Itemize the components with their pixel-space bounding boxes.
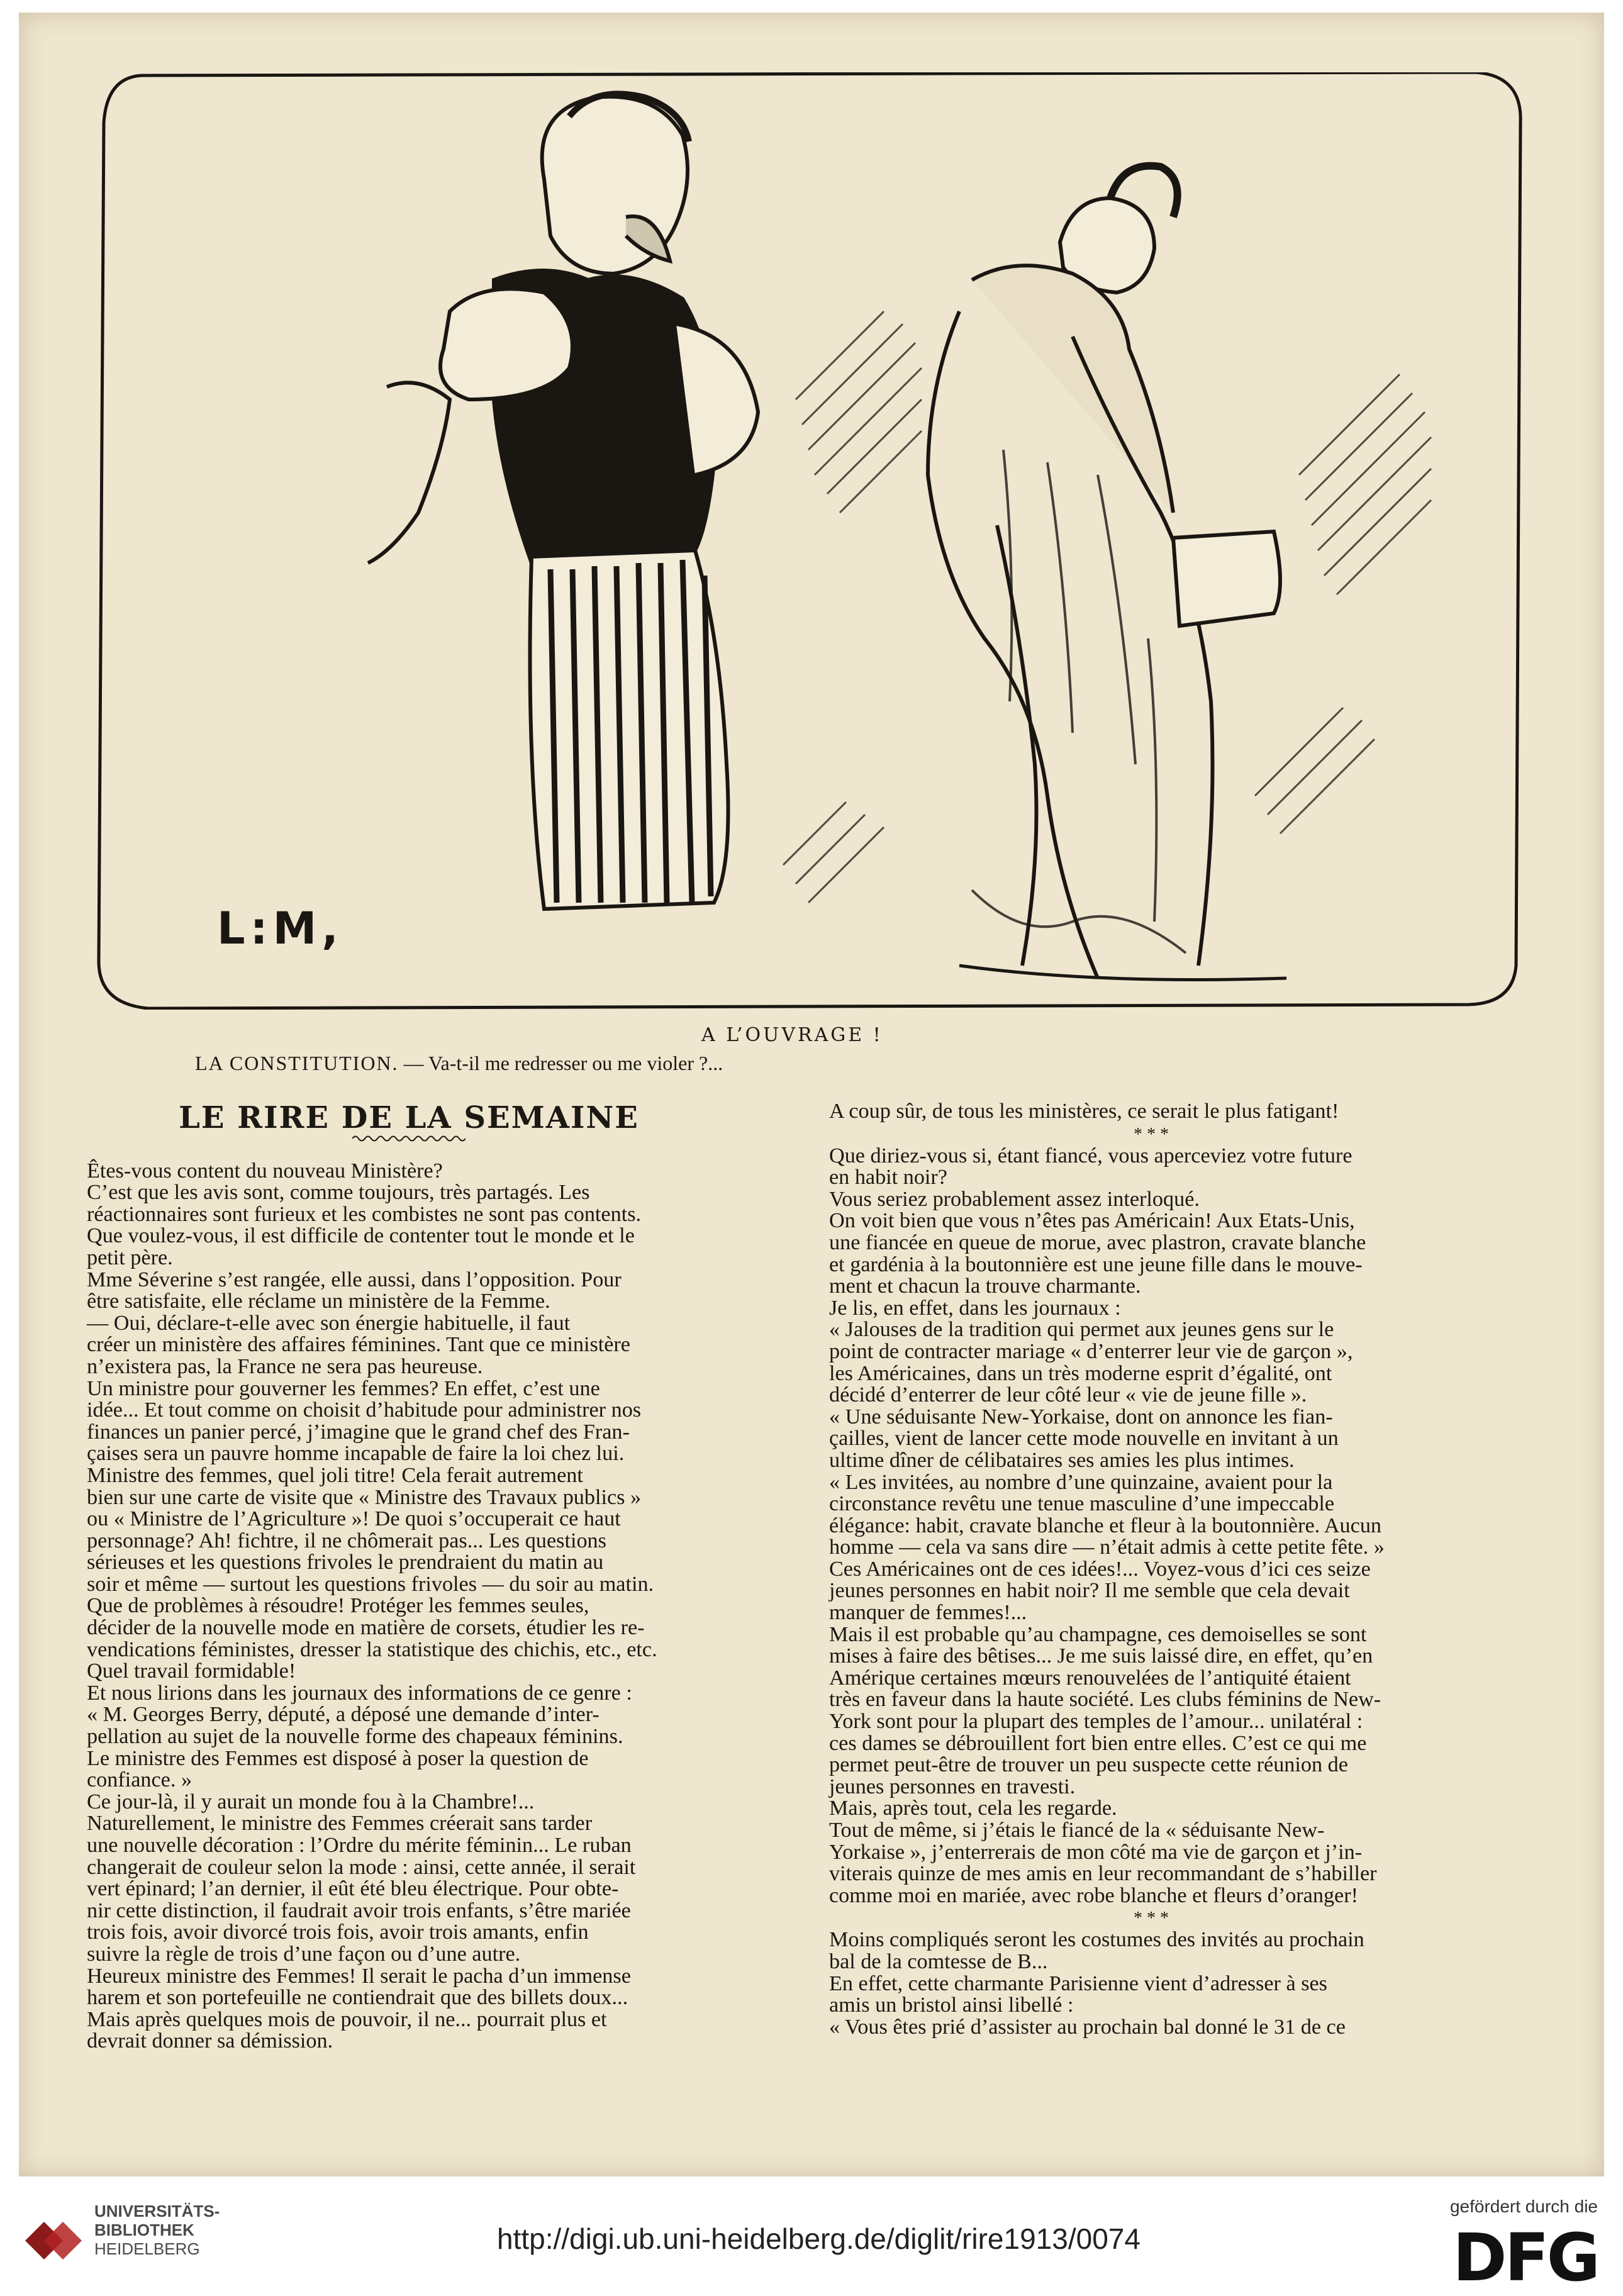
text-line: circonstance revêtu une tenue masculine d’une impeccable <box>829 1492 1335 1516</box>
text-line: comme moi en mariée, avec robe blanche et fleurs d’oranger! <box>829 1883 1358 1907</box>
text-line: Un ministre pour gouverner les femmes? En effet, c’est une <box>87 1376 600 1400</box>
text-line: devrait donner sa démission. <box>87 2029 333 2053</box>
text-line: çaises sera un pauvre homme incapable de faire la loi chez lui. <box>87 1442 625 1466</box>
paragraph <box>805 1210 1497 1297</box>
text-line: soir et même — surtout les questions frivoles — du soir au matin. <box>87 1572 654 1596</box>
text-line: Tout de même, si j’étais le fiancé de la « séduisante New- <box>829 1819 1325 1842</box>
text-line: petit père. <box>87 1246 173 1269</box>
text-line: Je lis, en effet, dans les journaux : <box>829 1296 1121 1320</box>
text-line: On voit bien que vous n’êtes pas Américain! Aux Etats-Unis, <box>829 1209 1355 1233</box>
cartoon-caption-title: A L’OUVRAGE ! <box>701 1024 883 1046</box>
text-line: finances un panier percé, j’imagine que le grand chef des Fran- <box>87 1420 630 1444</box>
library-name-line1: UNIVERSITÄTS- <box>94 2202 220 2221</box>
dfg-logo: DFG <box>1453 2219 1598 2296</box>
text-line: Heureux ministre des Femmes! Il serait le pacha d’un immense <box>87 1964 631 1988</box>
caption-speaker: LA CONSTITUTION. <box>195 1052 399 1074</box>
paragraph <box>63 1465 755 1596</box>
text-line: décidé d’enterrer de leur côté leur « vie de jeune fille ». <box>829 1383 1307 1407</box>
text-line: en habit noir? <box>829 1166 947 1190</box>
text-line: Yorkaise », j’enterrerais de mon côté ma vie de garçon et j’in- <box>829 1840 1363 1864</box>
paragraph <box>63 1683 755 1705</box>
digitization-footer <box>0 2176 1623 2296</box>
text-line: viterais quinze de mes amis en leur recommandant de s’habiller <box>829 1862 1377 1886</box>
cartoon-frame <box>99 72 1520 1008</box>
paragraph <box>63 1813 755 1965</box>
right-column-block-1 <box>805 1101 1497 1123</box>
text-line: trois fois, avoir divorcé trois fois, avoir trois amants, enfin <box>87 1920 589 1944</box>
text-line: Le ministre des Femmes est disposé à poser la question de <box>87 1746 589 1770</box>
text-line: suivre la règle de trois d’une façon ou d’une autre. <box>87 1942 521 1966</box>
text-line: vert épinard; l’an dernier, il eût été bleu électrique. Pour obte- <box>87 1877 619 1901</box>
text-line: bal de la comtesse de B... <box>829 1949 1048 1973</box>
paragraph <box>805 1820 1497 1907</box>
text-line: sérieuses et les questions frivoles le prendraient du matin au <box>87 1551 604 1574</box>
left-column-body <box>63 1161 755 2053</box>
text-line: Ce jour-là, il y aurait un monde fou à la Chambre!... <box>87 1790 535 1814</box>
text-line: une fiancée en queue de morue, avec plastron, cravate blanche <box>829 1230 1366 1254</box>
text-line: Amérique certaines mœurs renouvelées de l’antiquité étaient <box>829 1666 1351 1690</box>
text-line: personnage? Ah! fichtre, il ne chômerait pas... Les questions <box>87 1529 606 1552</box>
text-line: être satisfaite, elle réclame un ministère de la Femme. <box>87 1290 550 1313</box>
text-line: ultime dîner de célibataires ses amies les plus intimes. <box>829 1448 1295 1472</box>
text-line: manquer de femmes!... <box>829 1601 1027 1625</box>
text-line: En effet, cette charmante Parisienne vient d’adresser à ses <box>829 1971 1327 1995</box>
drapery-lines <box>972 450 1186 953</box>
text-line: et gardénia à la boutonnière est une jeune fille dans le mouve- <box>829 1252 1363 1276</box>
artist-signature: L:M, <box>217 903 343 954</box>
text-line: point de contracter mariage « d’enterrer leur vie de garçon », <box>829 1339 1353 1363</box>
text-line: Êtes-vous content du nouveau Ministère? <box>87 1159 443 1183</box>
text-line: une nouvelle décoration : l’Ordre du mérite féminin... Le ruban <box>87 1834 632 1857</box>
article-heading: LE RIRE DE LA SEMAINE <box>179 1100 639 1135</box>
text-line: « Jalouses de la tradition qui permet aux jeunes gens sur le <box>829 1318 1334 1342</box>
text-line: Quel travail formidable! <box>87 1659 296 1683</box>
text-line: « M. Georges Berry, député, a déposé une demande d’inter- <box>87 1703 600 1727</box>
text-line: Que voulez-vous, il est difficile de contenter tout le monde et le <box>87 1224 635 1248</box>
paragraph <box>805 1319 1497 1406</box>
paragraph <box>805 1472 1497 1559</box>
right-column-block-3 <box>805 1929 1497 2038</box>
text-line: « Les invitées, au nombre d’une quinzaine, avaient pour la <box>829 1470 1333 1494</box>
text-line: jeunes personnes en habit noir? Il me semble que cela devait <box>829 1579 1350 1603</box>
text-line: pellation au sujet de la nouvelle forme des chapeaux féminins. <box>87 1725 623 1749</box>
text-line: Moins compliqués seront les costumes des invités au prochain <box>829 1928 1364 1952</box>
paragraph <box>805 1101 1497 1123</box>
text-line: A coup sûr, de tous les ministères, ce serait le plus fatigant! <box>829 1100 1339 1123</box>
paragraph <box>63 1595 755 1682</box>
text-line: Que de problèmes à résoudre! Protéger les femmes seules, <box>87 1594 589 1618</box>
scanned-page <box>19 13 1604 2176</box>
text-line: Mme Séverine s’est rangée, elle aussi, dans l’opposition. Pour <box>87 1268 622 1291</box>
paragraph <box>63 1792 755 1814</box>
text-line: C’est que les avis sont, comme toujours, très partagés. Les <box>87 1181 590 1205</box>
library-name-line2: BIBLIOTHEK <box>94 2221 194 2239</box>
text-line: Mais il est probable qu’au champagne, ces demoiselles se sont <box>829 1622 1367 1646</box>
section-separator: * * * <box>1134 1124 1169 1144</box>
text-line: les Américaines, dans un très moderne esprit d’égalité, ont <box>829 1361 1332 1385</box>
text-line: « Une séduisante New-Yorkaise, dont on annonce les fian- <box>829 1405 1333 1429</box>
paragraph <box>805 2017 1497 2039</box>
paragraph <box>805 1145 1497 1189</box>
text-line: harem et son portefeuille ne contiendrait que des billets doux... <box>87 1986 628 2010</box>
text-line: Mais, après tout, cela les regarde. <box>829 1797 1117 1820</box>
text-line: n’existera pas, la France ne sera pas heureuse. <box>87 1354 483 1378</box>
text-line: Et nous lirions dans les journaux des informations de ce genre : <box>87 1681 632 1705</box>
cartoon-caption <box>195 1052 1013 1075</box>
text-line: créer un ministère des affaires féminines. Tant que ce ministère <box>87 1333 630 1357</box>
article-column-right <box>805 1101 1497 2038</box>
paragraph <box>805 1298 1497 1320</box>
text-line: Vous seriez probablement assez interloqué. <box>829 1187 1200 1211</box>
library-name <box>94 2202 220 2258</box>
paragraph <box>63 1313 755 1378</box>
text-line: décider de la nouvelle mode en matière de corsets, étudier les re- <box>87 1616 645 1640</box>
woman-figure <box>928 166 1280 978</box>
paragraph <box>63 1161 755 1183</box>
paragraph <box>805 1973 1497 2017</box>
text-line: jeunes personnes en travesti. <box>829 1775 1076 1798</box>
text-line: élégance: habit, cravate blanche et fleur à la boutonnière. Aucun <box>829 1513 1382 1537</box>
text-line: Naturellement, le ministre des Femmes créerait sans tarder <box>87 1812 593 1836</box>
paragraph <box>805 1559 1497 1624</box>
man-figure <box>368 94 758 909</box>
paragraph <box>63 1269 755 1313</box>
text-line: Que diriez-vous si, étant fiancé, vous aperceviez votre future <box>829 1144 1352 1168</box>
paragraph <box>805 1624 1497 1798</box>
paragraph <box>63 1378 755 1465</box>
text-line: nir cette distinction, il faudrait avoir trois enfants, s’être mariée <box>87 1898 631 1922</box>
text-line: homme — cela va sans dire — n’était admis à cette petite fête. » <box>829 1535 1385 1559</box>
text-line: ou « Ministre de l’Agriculture »! De quoi s’occuperait ce haut <box>87 1507 621 1531</box>
paragraph <box>805 1798 1497 1820</box>
paragraph <box>63 1966 755 2053</box>
caption-speech: — Va-t-il me redresser ou me violer ?... <box>403 1052 723 1074</box>
text-line: réactionnaires sont furieux et les combistes ne sont pas contents. <box>87 1202 642 1226</box>
text-line: vendications féministes, dresser la statistique des chichis, etc., etc. <box>87 1637 657 1661</box>
text-line: très en faveur dans la haute société. Les clubs féminins de New- <box>829 1688 1381 1712</box>
text-line: confiance. » <box>87 1768 192 1792</box>
section-separator: * * * <box>1134 1909 1169 1929</box>
right-column-block-2 <box>805 1145 1497 1907</box>
funding-note: gefördert durch die <box>1449 2197 1598 2216</box>
text-line: changerait de couleur selon la mode : ainsi, cette année, il serait <box>87 1855 636 1879</box>
text-line: York sont pour la plupart des temples de l’amour... unilatéral : <box>829 1710 1363 1734</box>
paragraph <box>63 1704 755 1791</box>
cartoon-illustration <box>91 72 1525 1010</box>
text-line: Ces Américaines ont de ces idées!... Voyez-vous d’ici ces seize <box>829 1557 1371 1581</box>
text-line: bien sur une carte de visite que « Ministre des Travaux publics » <box>87 1485 642 1509</box>
library-logo-icon <box>19 2203 88 2272</box>
text-line: — Oui, déclare-t-elle avec son énergie habituelle, il faut <box>87 1311 571 1335</box>
text-line: mises à faire des bêtises... Je me suis laissé dire, en effet, qu’en <box>829 1644 1373 1668</box>
article-column-left <box>63 1101 755 2053</box>
paragraph <box>805 1407 1497 1472</box>
paragraph <box>805 1189 1497 1211</box>
library-name-line3: HEIDELBERG <box>94 2239 200 2258</box>
text-line: « Vous êtes prié d’assister au prochain bal donné le 31 de ce <box>829 2015 1346 2039</box>
paragraph <box>63 1182 755 1269</box>
text-line: çailles, vient de lancer cette mode nouvelle en invitant à un <box>829 1427 1339 1451</box>
text-line: Ministre des femmes, quel joli titre! Cela ferait autrement <box>87 1463 583 1487</box>
permalink-url[interactable]: http://digi.ub.uni-heidelberg.de/diglit/rire1913/0074 <box>497 2222 1141 2255</box>
text-line: idée... Et tout comme on choisit d’habitude pour administrer nos <box>87 1398 642 1422</box>
text-line: Mais après quelques mois de pouvoir, il ne... pourrait plus et <box>87 2007 607 2031</box>
text-line: amis un bristol ainsi libellé : <box>829 1993 1074 2017</box>
paragraph <box>805 1929 1497 1973</box>
text-line: permet peut-être de trouver un peu suspecte cette réunion de <box>829 1753 1348 1777</box>
text-line: ment et chacun la trouve charmante. <box>829 1274 1141 1298</box>
text-line: ces dames se débrouillent fort bien entre elles. C’est ce qui me <box>829 1731 1367 1755</box>
